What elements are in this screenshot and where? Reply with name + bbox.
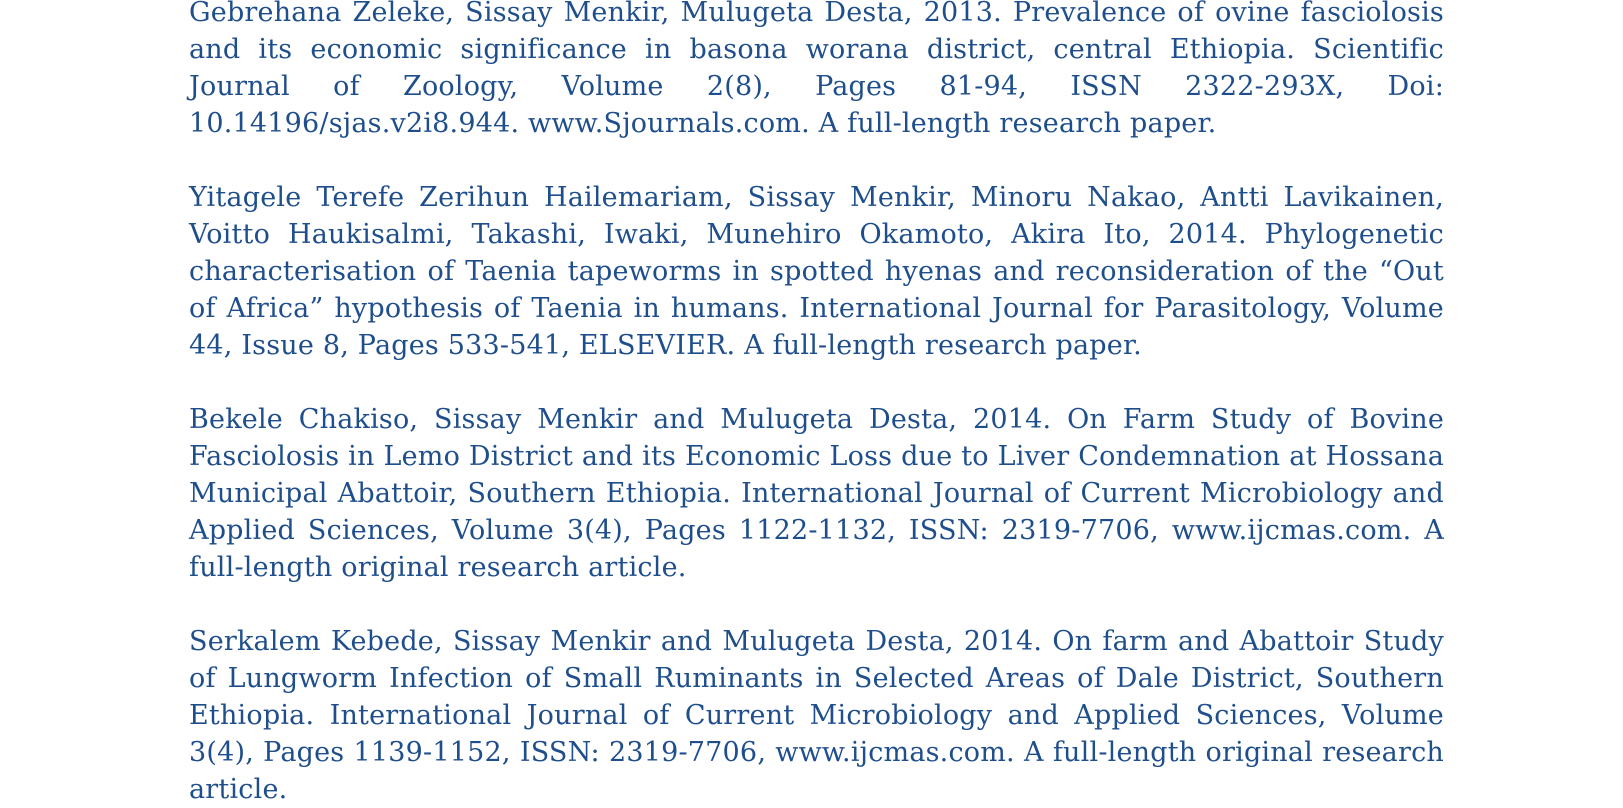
publication-entry-zeleke-2013: Gebrehana Zeleke, Sissay Menkir, Mulugeta Desta, 2013. Prevalence of ovine fasciolosis and its economic significance in basona worana district, central Ethiopia. Scientific Journal of Zoology, Volume 2(8), Pages 81-94, ISSN 2322-293X, Doi: 10.14196/sjas.v2i8.944. www.Sjournals.com. A full-length research paper. xyxy=(189,0,1444,139)
publication-entry-terefe-2014: Yitagele Terefe Zerihun Hailemariam, Sissay Menkir, Minoru Nakao, Antti Lavikainen, Voitto Haukisalmi, Takashi, Iwaki, Munehiro Okamoto, Akira Ito, 2014. Phylogenetic characterisation of Taenia tapeworms in spotted hyenas and reconsideration of the “Out of Africa” hypothesis of Taenia in humans. International Journal for Parasitology, Volume 44, Issue 8, Pages 533-541, ELSEVIER. A full-length research paper. xyxy=(189,182,1444,361)
publication-entry-chakiso-2014: Bekele Chakiso, Sissay Menkir and Mulugeta Desta, 2014. On Farm Study of Bovine Fasciolosis in Lemo District and its Economic Loss due to Liver Condemnation at Hossana Municipal Abattoir, Southern Ethiopia. International Journal of Current Microbiology and Applied Sciences, Volume 3(4), Pages 1122-1132, ISSN: 2319-7706, www.ijcmas.com. A full-length original research article. xyxy=(189,404,1444,583)
publication-list xyxy=(189,0,1444,808)
publication-entry-kebede-2014: Serkalem Kebede, Sissay Menkir and Mulugeta Desta, 2014. On farm and Abattoir Study of Lungworm Infection of Small Ruminants in Selected Areas of Dale District, Southern Ethiopia. International Journal of Current Microbiology and Applied Sciences, Volume 3(4), Pages 1139-1152, ISSN: 2319-7706, www.ijcmas.com. A full-length original research article. xyxy=(189,626,1444,805)
